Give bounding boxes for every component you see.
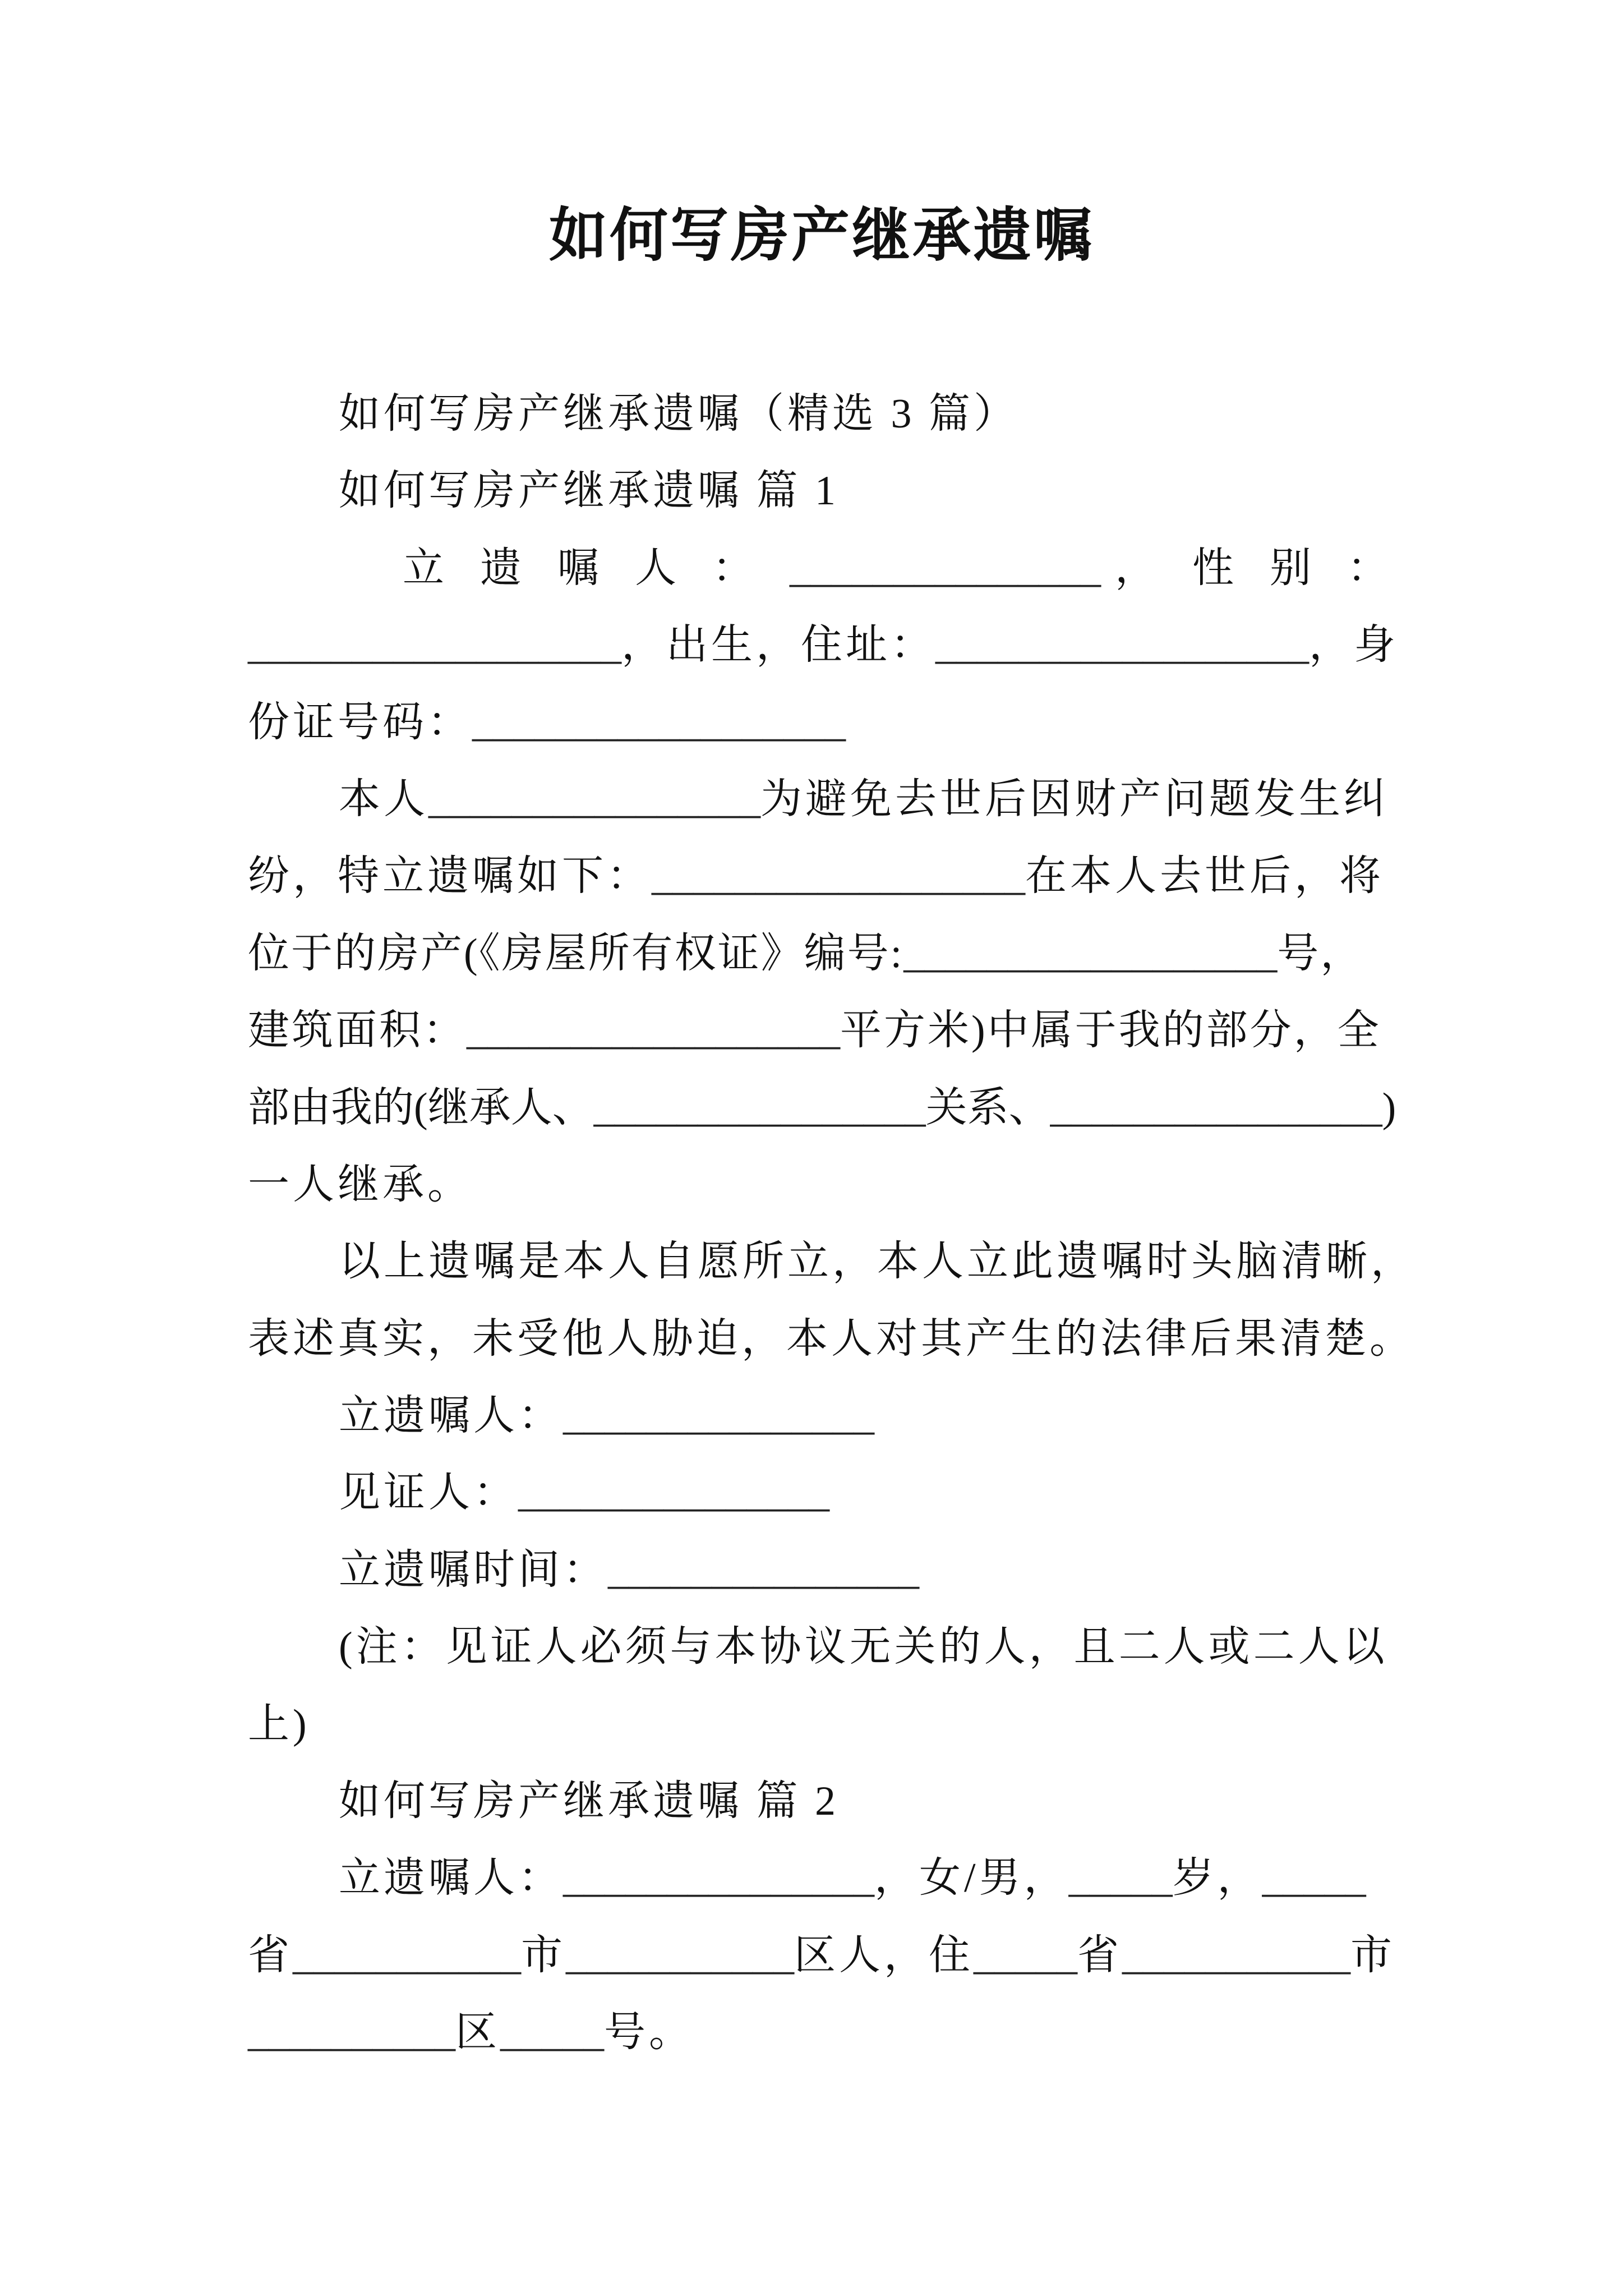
fill-in-blank: _______________ — [608, 1547, 919, 1593]
paragraph-line: 部由我的(继承人、________________关系、________________) — [248, 1084, 1396, 1131]
fill-in-blank: __________________ — [903, 930, 1278, 977]
paragraph-line: 如何写房产继承遗嘱（精选 3 篇） — [339, 391, 1018, 437]
fill-in-blank: __________________ — [472, 699, 846, 746]
paragraph-line: 省___________市___________区人，住_____省___________市 — [248, 1932, 1395, 1978]
fill-in-blank: _______________ — [518, 1470, 829, 1516]
paragraph-line: 立遗嘱人：_______________，女/男，_____岁，_____ — [339, 1855, 1366, 1902]
fill-in-blank: __________________ — [467, 1007, 840, 1054]
testator-info-paragraph-2 — [248, 1840, 1395, 2071]
paragraph-line: 立遗嘱时间：_______________ — [339, 1547, 919, 1593]
fill-in-blank: __________ — [248, 2009, 455, 2056]
paragraph-line: 位于的房产(《房屋所有权证》编号:__________________号， — [248, 930, 1364, 977]
will-content-paragraph — [248, 761, 1396, 1223]
fill-in-blank: _____ — [500, 2009, 604, 2056]
fill-in-blank: _______________ — [563, 1393, 874, 1439]
fill-in-blank: ________________ — [428, 776, 760, 822]
fill-in-blank: ___________ — [566, 1932, 794, 1978]
document-body — [248, 376, 1424, 2072]
paragraph-line: 立遗嘱人：_______________ — [339, 1393, 874, 1439]
paragraph-line: (注：见证人必须与本协议无关的人，且二人或二人以 — [339, 1624, 1388, 1671]
will-date-line — [248, 1532, 1387, 1609]
paragraph-line: 如何写房产继承遗嘱 篇 2 — [339, 1778, 839, 1825]
section-heading-1 — [248, 453, 1387, 530]
witness-note-paragraph — [248, 1609, 1387, 1763]
collection-heading — [248, 376, 1387, 453]
fill-in-blank: __________________ — [935, 622, 1309, 669]
fill-in-blank: __________________ — [652, 853, 1025, 900]
paragraph-line: 如何写房产继承遗嘱 篇 1 — [339, 468, 839, 514]
witness-signature-line — [248, 1455, 1387, 1531]
paragraph-line: 建筑面积：__________________平方米)中属于我的部分，全 — [248, 1007, 1381, 1054]
paragraph-line: __________________，出生，住址：__________________，身 — [248, 622, 1399, 669]
paragraph-line: 份证号码：__________________ — [248, 699, 846, 746]
paragraph-line: __________区_____号。 — [248, 2009, 694, 2056]
paragraph-line: 本人________________为避免去世后因财产问题发生纠 — [339, 776, 1389, 822]
fill-in-blank: __________________ — [248, 622, 621, 669]
fill-in-blank: _______________ — [563, 1855, 874, 1902]
paragraph-line: 立遗嘱人：_______________ ，性别： — [403, 545, 1424, 591]
paragraph-line: 以上遗嘱是本人自愿所立，本人立此遗嘱时头脑清晰， — [339, 1239, 1415, 1285]
paragraph-line: 见证人：_______________ — [339, 1470, 829, 1516]
fill-in-blank: ________________ — [1050, 1084, 1382, 1131]
testator-info-paragraph — [248, 530, 1424, 761]
fill-in-blank: _______________ — [790, 545, 1101, 591]
document-title: 如何写房产继承遗嘱 — [548, 204, 1094, 268]
fill-in-blank: _____ — [1068, 1855, 1173, 1902]
section-heading-2 — [248, 1763, 1387, 1840]
fill-in-blank: ___________ — [1122, 1932, 1350, 1978]
fill-in-blank: ___________ — [293, 1932, 521, 1978]
paragraph-line: 纷，特立遗嘱如下：__________________在本人去世后，将 — [248, 853, 1384, 900]
paragraph-line: 上) — [248, 1701, 310, 1747]
fill-in-blank: ________________ — [593, 1084, 926, 1131]
paragraph-line: 表述真实，未受他人胁迫，本人对其产生的法律后果清楚。 — [248, 1315, 1414, 1362]
declaration-paragraph — [248, 1223, 1415, 1378]
paragraph-line: 一人继承。 — [248, 1161, 472, 1208]
testator-signature-line — [248, 1378, 1387, 1455]
fill-in-blank: _____ — [1262, 1855, 1366, 1902]
fill-in-blank: _____ — [974, 1932, 1077, 1978]
